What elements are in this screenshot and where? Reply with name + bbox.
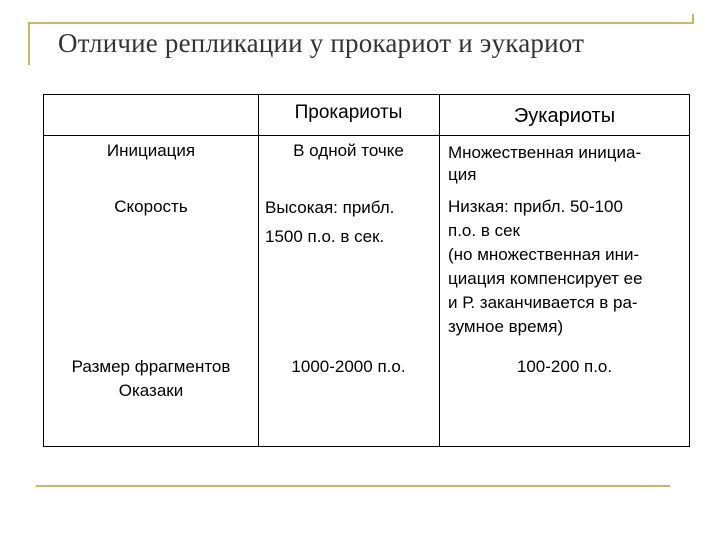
cell-initiation-eukaryotes: Множественная инициа- ция bbox=[448, 143, 642, 184]
frame-right-tick bbox=[692, 14, 694, 24]
frame-left-line bbox=[28, 22, 30, 65]
frame-top-line bbox=[28, 22, 694, 24]
row-label-initiation: Инициация bbox=[106, 141, 196, 160]
header-prokaryotes: Прокариоты bbox=[294, 102, 403, 123]
cell-initiation-prokaryotes: В одной точке bbox=[293, 141, 404, 160]
footer-divider bbox=[36, 485, 670, 487]
cell-speed-prokaryotes: Высокая: прибл. 1500 п.о. в сек. bbox=[265, 198, 395, 246]
row-label-okazaki-size: Размер фрагментов Оказаки bbox=[71, 357, 231, 400]
slide-title: Отличие репликации у прокариот и эукариот bbox=[58, 28, 585, 58]
comparison-table bbox=[43, 94, 690, 447]
column-divider bbox=[439, 95, 440, 446]
cell-okazaki-prokaryotes: 1000-2000 п.о. bbox=[291, 357, 406, 376]
row-label-speed: Скорость bbox=[114, 197, 188, 216]
cell-speed-eukaryotes: Низкая: прибл. 50-100 п.о. в сек (но множественная ини- циация компенсирует ее и Р. заканчивается в ра- зумное время) bbox=[448, 197, 643, 336]
header-divider bbox=[44, 135, 689, 136]
header-eukaryotes: Эукариоты bbox=[513, 105, 616, 127]
cell-okazaki-eukaryotes: 100-200 п.о. bbox=[516, 357, 613, 376]
